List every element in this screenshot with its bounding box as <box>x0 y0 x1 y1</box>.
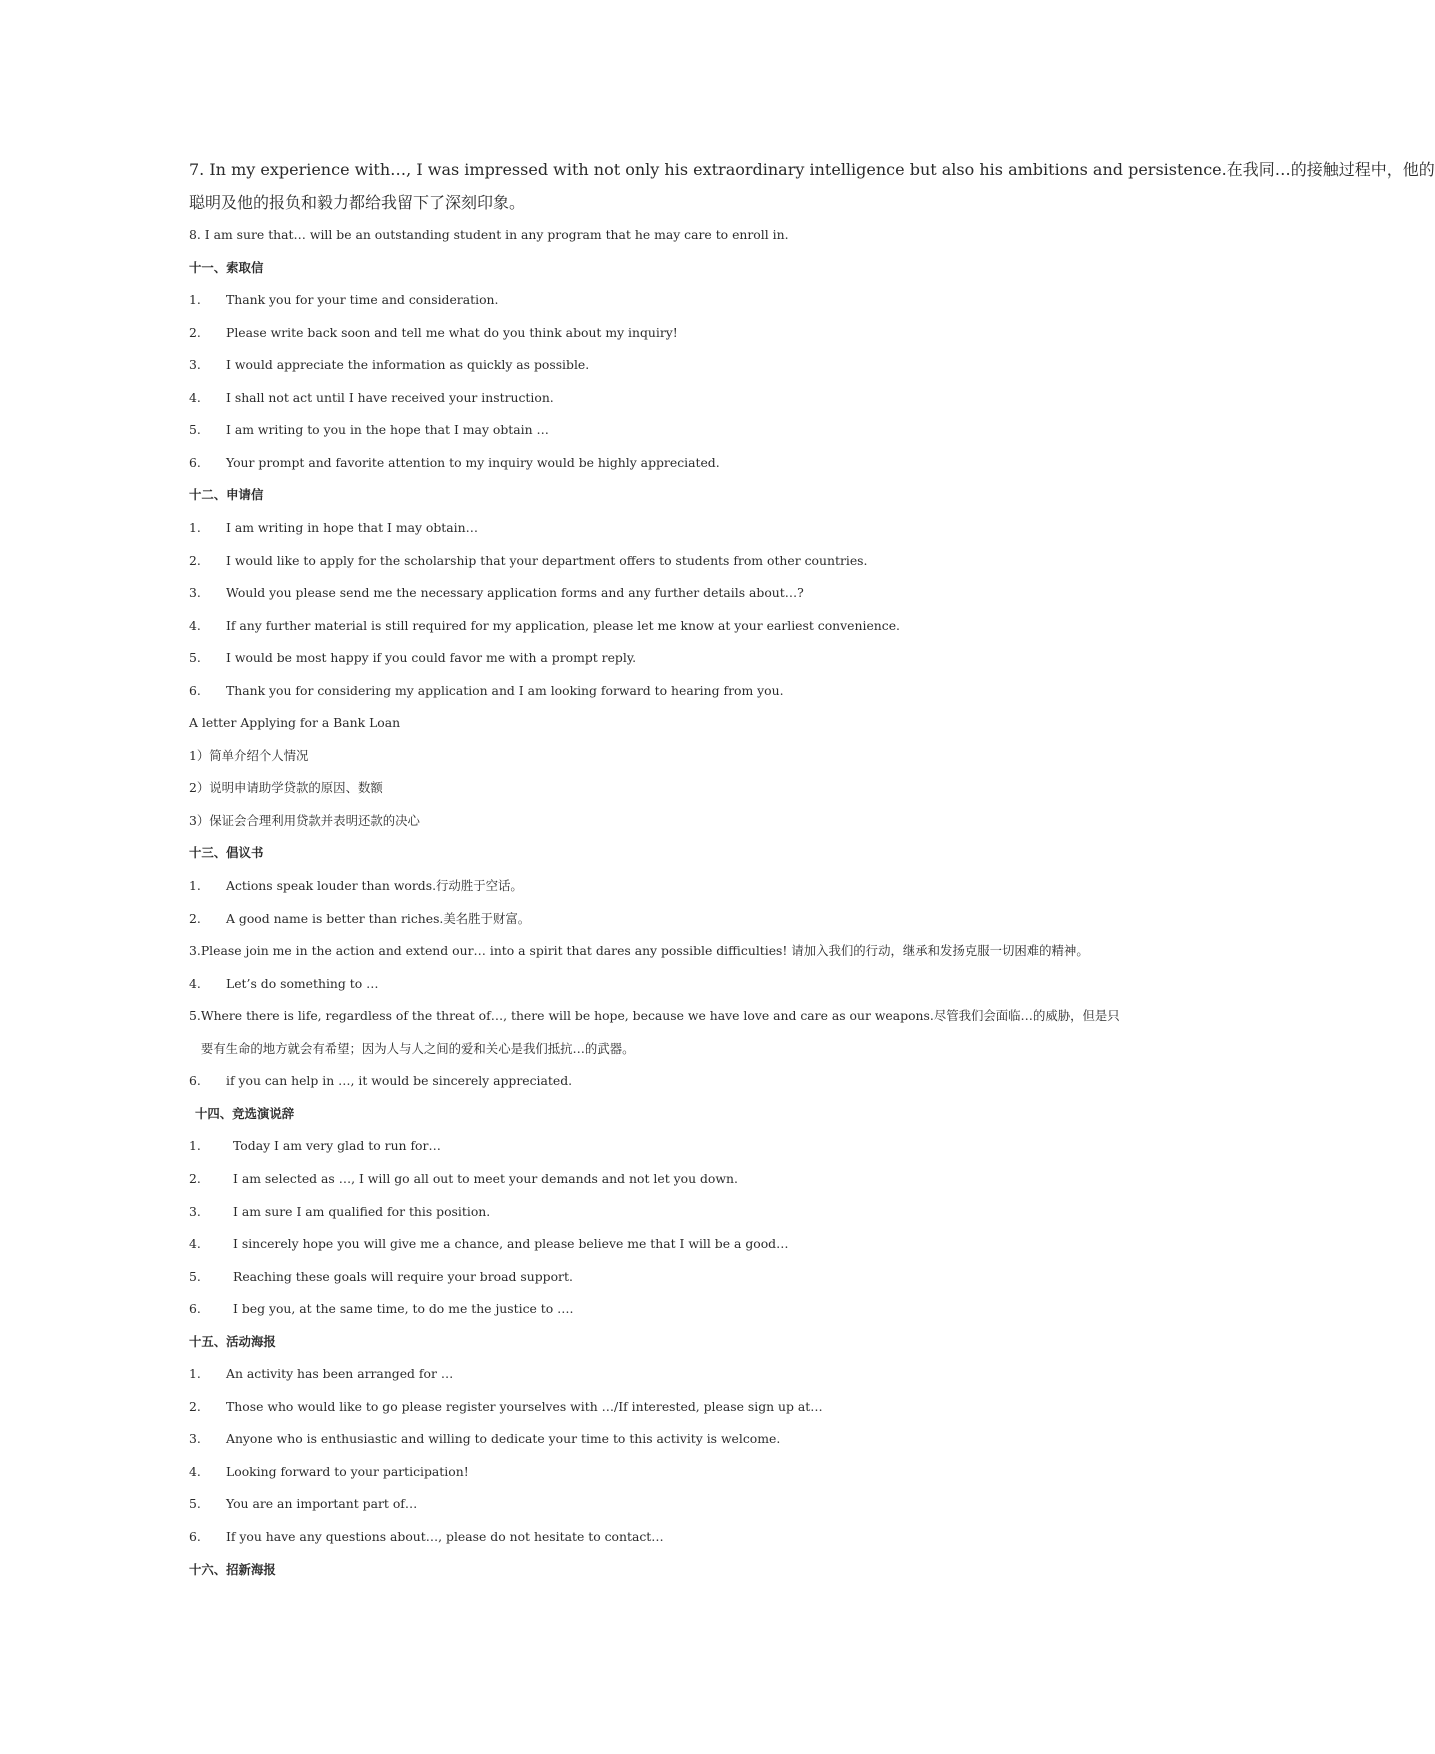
item-number: 2. <box>189 1170 201 1186</box>
list-item <box>189 642 1069 675</box>
item-number: 4. <box>189 1463 201 1479</box>
item-text: I would appreciate the information as quickly as possible. <box>226 357 590 373</box>
list-item <box>189 903 1069 936</box>
item-text: An activity has been arranged for … <box>226 1366 454 1382</box>
section-16-heading: 十六、招新海报 <box>189 1561 276 1577</box>
item-number: 6. <box>189 682 201 698</box>
list-item <box>189 545 1069 578</box>
item-number: 5. <box>189 1008 201 1024</box>
section-13-heading: 十三、倡议书 <box>189 845 264 861</box>
item-number: 1. <box>189 1138 201 1154</box>
item-text: Today I am very glad to run for… <box>233 1138 441 1154</box>
item-number: 2. <box>189 324 201 340</box>
paragraph-8: 8. I am sure that… will be an outstanding student in any program that he may care to enroll in. <box>189 227 789 243</box>
item-number: 1. <box>189 1366 201 1382</box>
item-text: Let’s do something to … <box>226 975 379 991</box>
item-number: 3. <box>189 585 201 601</box>
item-number: 6. <box>189 454 201 470</box>
item-text: Please write back soon and tell me what do you think about my inquiry! <box>226 324 678 340</box>
item-text: A good name is better than riches.美名胜于财富。 <box>226 910 531 926</box>
item-text-line-1: Where there is life, regardless of the threat of…, there will be hope, because we have love and care as our weapons.尽管我们会面临…的威胁，但是只 <box>200 1008 1120 1024</box>
item-text: Reaching these goals will require your broad support. <box>233 1268 573 1284</box>
list-item <box>189 1163 1069 1196</box>
item-text: Would you please send me the necessary application forms and any further details about…? <box>226 585 804 601</box>
item-text: I am writing in hope that I may obtain… <box>226 520 478 536</box>
list-item <box>189 317 1069 350</box>
item-text: Please join me in the action and extend our… into a spirit that dares any possible difficulties! 请加入我们的行动，继承和发扬克服一切困难的精神。 <box>200 943 1089 959</box>
item-number: 1. <box>189 878 201 894</box>
list-item <box>189 1521 1069 1554</box>
list-item <box>189 1000 1120 1065</box>
list-item <box>189 447 1069 480</box>
item-text: I am sure I am qualified for this position. <box>233 1203 491 1219</box>
item-number: 2. <box>189 1398 201 1414</box>
item-text: If any further material is still required for my application, please let me know at your earliest convenience. <box>226 617 900 633</box>
item-text: You are an important part of… <box>226 1496 418 1512</box>
document-page <box>189 154 1435 1586</box>
loan-letter-title: A letter Applying for a Bank Loan <box>189 715 401 731</box>
list-item <box>189 1261 1069 1294</box>
item-number: 6. <box>189 1528 201 1544</box>
list-item <box>189 1488 1069 1521</box>
list-item <box>189 1456 1069 1489</box>
item-number: 5. <box>189 650 201 666</box>
item-number: 2. <box>189 910 201 926</box>
item-number: 5. <box>189 422 201 438</box>
list-item <box>189 512 1069 545</box>
item-number: 6. <box>189 1301 201 1317</box>
item-number: 1. <box>189 292 201 308</box>
loan-point: 3）保证会合理利用贷款并表明还款的决心 <box>189 812 420 828</box>
item-text: Thank you for considering my application and I am looking forward to hearing from you. <box>226 682 784 698</box>
item-number: 2. <box>189 552 201 568</box>
section-12-heading: 十二、申请信 <box>189 487 264 503</box>
section-11-heading: 十一、索取信 <box>189 259 264 275</box>
list-item <box>189 1391 1069 1424</box>
list-item <box>189 610 1069 643</box>
section-15-heading: 十五、活动海报 <box>189 1333 276 1349</box>
item-text-line-2: 要有生命的地方就会有希望；因为人与人之间的爱和关心是我们抵抗…的武器。 <box>200 1040 635 1056</box>
paragraph-7-line-2: 聪明及他的报负和毅力都给我留下了深刻印象。 <box>189 192 526 212</box>
item-text: I would be most happy if you could favor me with a prompt reply. <box>226 650 637 666</box>
item-text: I sincerely hope you will give me a chance, and please believe me that I will be a good… <box>233 1236 789 1252</box>
list-item <box>189 414 1069 447</box>
list-item <box>189 935 1089 968</box>
item-number: 1. <box>189 520 201 536</box>
list-item <box>189 1130 1069 1163</box>
item-text: I am selected as …, I will go all out to meet your demands and not let you down. <box>233 1170 738 1186</box>
item-number: 3. <box>189 357 201 373</box>
list-item <box>189 870 1069 903</box>
loan-point: 1）简单介绍个人情况 <box>189 747 309 763</box>
paragraph-7 <box>189 154 1435 219</box>
list-item <box>189 284 1069 317</box>
loan-point: 2）说明申请助学贷款的原因、数额 <box>189 780 383 796</box>
item-number: 4. <box>189 1236 201 1252</box>
item-text: Those who would like to go please register yourselves with …/If interested, please sign up at… <box>226 1398 823 1414</box>
item-text: if you can help in …, it would be sincerely appreciated. <box>226 1073 573 1089</box>
item-text: Looking forward to your participation! <box>226 1463 469 1479</box>
item-text: I shall not act until I have received your instruction. <box>226 389 554 405</box>
list-item <box>189 349 1069 382</box>
item-number: 3. <box>189 1431 201 1447</box>
list-item <box>189 1293 1069 1326</box>
item-number: 4. <box>189 617 201 633</box>
list-item <box>189 1423 1069 1456</box>
item-text: I would like to apply for the scholarship that your department offers to students from other countries. <box>226 552 868 568</box>
item-text: Actions speak louder than words.行动胜于空话。 <box>226 878 523 894</box>
item-number: 5. <box>189 1268 201 1284</box>
list-item <box>189 675 1069 708</box>
list-item <box>189 1358 1069 1391</box>
item-number: 3. <box>189 943 201 959</box>
item-text: I beg you, at the same time, to do me the justice to …. <box>233 1301 574 1317</box>
list-item <box>189 1065 1069 1098</box>
list-item <box>189 1228 1069 1261</box>
paragraph-7-line-1: 7. In my experience with…, I was impressed with not only his extraordinary intelligence but also his ambitions and persistence.在我同…的接触过程中，他的 <box>189 160 1435 179</box>
item-number: 4. <box>189 389 201 405</box>
item-number: 6. <box>189 1073 201 1089</box>
item-text: I am writing to you in the hope that I may obtain … <box>226 422 549 438</box>
list-item <box>189 968 1069 1001</box>
list-item <box>189 577 1069 610</box>
item-text: Your prompt and favorite attention to my inquiry would be highly appreciated. <box>226 454 720 470</box>
item-number: 4. <box>189 975 201 991</box>
section-14-heading: 十四、竞选演说辞 <box>195 1105 295 1121</box>
item-number: 5. <box>189 1496 201 1512</box>
item-text: Thank you for your time and consideration. <box>226 292 499 308</box>
item-text: Anyone who is enthusiastic and willing to dedicate your time to this activity is welcome. <box>226 1431 781 1447</box>
list-item <box>189 382 1069 415</box>
list-item <box>189 1196 1069 1229</box>
item-number: 3. <box>189 1203 201 1219</box>
item-text: If you have any questions about…, please do not hesitate to contact… <box>226 1528 664 1544</box>
